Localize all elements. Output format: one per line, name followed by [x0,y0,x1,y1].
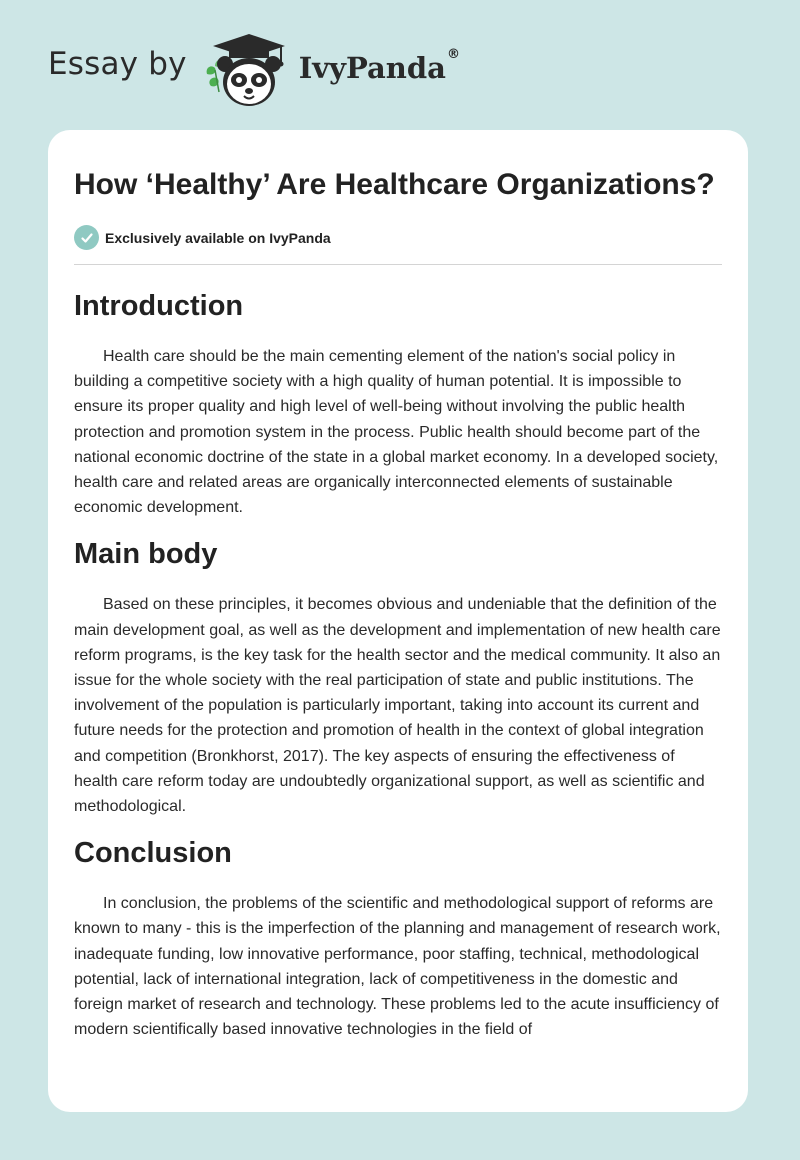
registered-mark: ® [446,47,460,62]
check-icon [74,225,99,250]
exclusive-badge-row [74,225,722,265]
section-conclusion [74,836,722,1042]
exclusive-label: Exclusively available on IvyPanda [105,229,331,246]
brand-name-text: IvyPanda [298,51,446,85]
section-heading: Introduction [74,290,244,322]
section-paragraph: Based on these principles, it becomes obvious and undeniable that the definition of the main development goal, as well as the development and implementation of new health care reform programs, is the key task for the health sector and the medical community. It also an issue for the whole society with the real participation of state and public institutions. The involvement of the population is particularly important, taking into account its current and future needs for the protection and promotion of health in the context of global integration and competition (Bronkhorst, 2017). The key aspects of ensuring the effectiveness of health care reform today are undoubtedly organizational support, as well as scientific and methodological. [74,596,721,816]
section-main-body [74,537,722,819]
section-paragraph: In conclusion, the problems of the scientific and methodological support of reforms are known to many - this is the imperfection of the planning and management of research work, inadequate funding, low innovative performance, poor staffing, technical, methodological potential, lack of international integration, lack of competitiveness in the domestic and foreign market of research and technology. These problems led to the acute insufficiency of modern scientifically based innovative technologies in the field of [74,895,721,1039]
brand-prefix: Essay by [48,46,187,82]
brand-header[interactable] [48,30,460,110]
section-introduction [74,289,722,520]
panda-graduate-logo-icon [201,30,297,110]
essay-title: How ‘Healthy’ Are Healthcare Organizations? [74,168,715,201]
section-paragraph: Health care should be the main cementing element of the nation's social policy in building a competitive society with a high quality of human potential. It is impossible to ensure its proper quality and high level of well-being without involving the public health protection and promotion system in the process. Public health should become part of the national economic doctrine of the state in a global market economy. In a developed society, health care and related areas are organically interconnected elements of sustainable economic development. [74,348,719,517]
essay-card [48,130,748,1112]
section-heading: Conclusion [74,837,232,870]
brand-name [298,47,460,85]
section-heading: Main body [74,538,218,571]
